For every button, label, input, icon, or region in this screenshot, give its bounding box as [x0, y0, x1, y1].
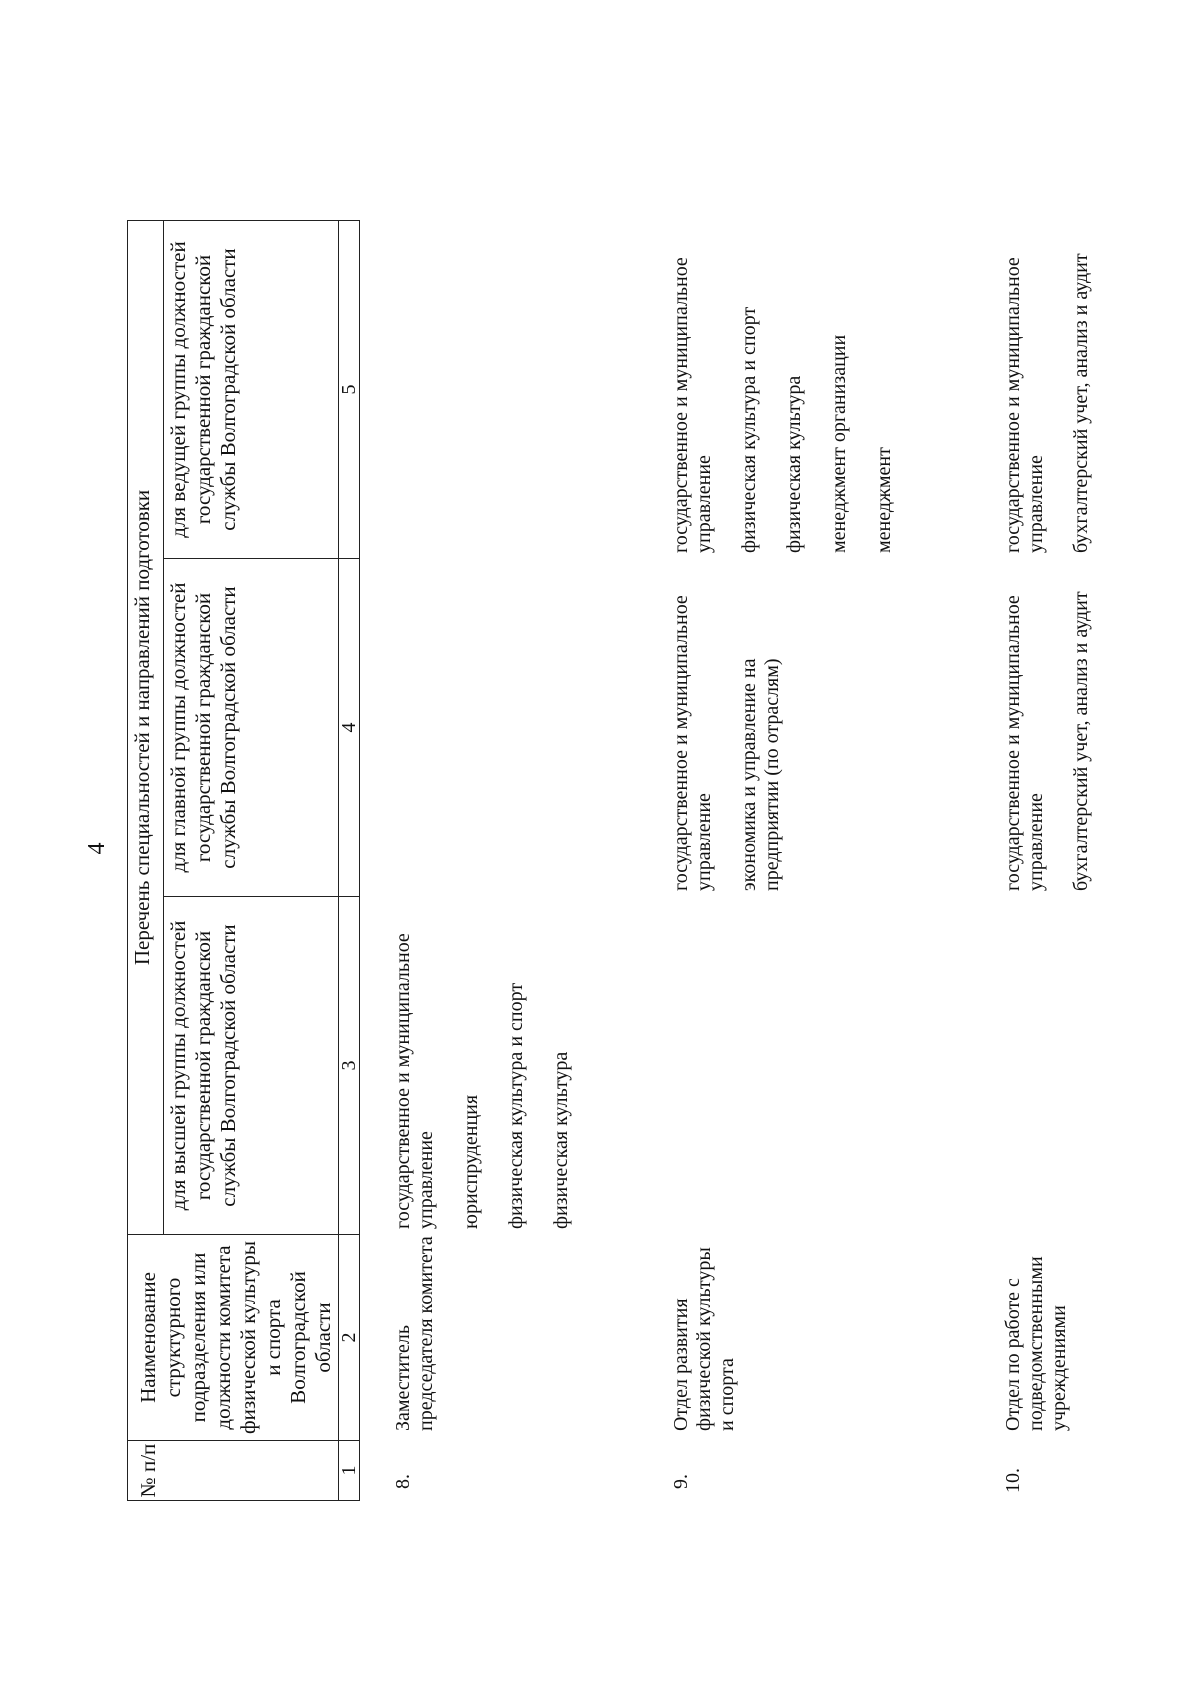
row-number: 10.: [1002, 1468, 1024, 1493]
list-item: физическая культура и спорт: [505, 982, 527, 1229]
header-number: № п/п: [128, 1441, 339, 1501]
row-leading-specialties: [1002, 223, 1115, 553]
list-item: государственное и муниципальное управление: [1002, 257, 1047, 553]
row-senior-specialties: [392, 909, 595, 1229]
list-item: бухгалтерский учет, анализ и аудит: [1070, 253, 1092, 553]
list-item: экономика и управление на предприятии (по отраслям): [738, 658, 783, 891]
table-row: [392, 221, 612, 1501]
row-main-specialties: [670, 571, 806, 891]
list-item: государственное и муниципальное управление: [1002, 595, 1047, 891]
header-senior-group: для высшей группы должностей государственной гражданской службы Волгоградской области: [164, 897, 339, 1235]
column-number-5: 5: [339, 221, 360, 559]
table-row: [1002, 221, 1152, 1501]
list-item: государственное и муниципальное управление: [670, 257, 715, 553]
row-main-specialties: [1002, 571, 1115, 891]
header-main-group: для главной группы должностей государственной гражданской службы Волгоградской области: [164, 559, 339, 897]
header-table: [127, 220, 360, 1501]
list-item: государственное и муниципальное управление: [392, 933, 437, 1229]
header-unit-name: Наименование структурного подразделения или должности комитета физической культуры и спорта Волгоградской области: [128, 1235, 339, 1441]
list-item: государственное и муниципальное управление: [670, 595, 715, 891]
list-item: менеджмент организации: [828, 334, 850, 553]
row-number: 8.: [392, 1474, 414, 1489]
column-number-4: 4: [339, 559, 360, 897]
column-number-1: 1: [339, 1441, 360, 1501]
row-leading-specialties: [670, 223, 918, 553]
list-item: физическая культура и спорт: [738, 306, 760, 553]
column-number-3: 3: [339, 897, 360, 1235]
row-number: 9.: [670, 1474, 692, 1489]
header-leading-group: для ведущей группы должностей государственной гражданской службы Волгоградской области: [164, 221, 339, 559]
list-item: юриспруденция: [460, 1094, 482, 1229]
header-specialties-title: Перечень специальностей и направлений подготовки: [128, 221, 164, 1235]
list-item: физическая культура: [783, 375, 805, 553]
list-item: физическая культура: [550, 1051, 572, 1229]
page-number: 4: [84, 842, 110, 855]
row-unit-name: Заместитель председателя комитета: [392, 1236, 437, 1431]
row-unit-name: Отдел по работе с подведомственными учреждениями: [1002, 1256, 1070, 1431]
column-number-2: 2: [339, 1235, 360, 1441]
list-item: менеджмент: [873, 447, 895, 553]
table-row: [670, 221, 970, 1501]
row-unit-name: Отдел развития физической культуры и спорта: [670, 1247, 738, 1431]
list-item: бухгалтерский учет, анализ и аудит: [1070, 591, 1092, 891]
